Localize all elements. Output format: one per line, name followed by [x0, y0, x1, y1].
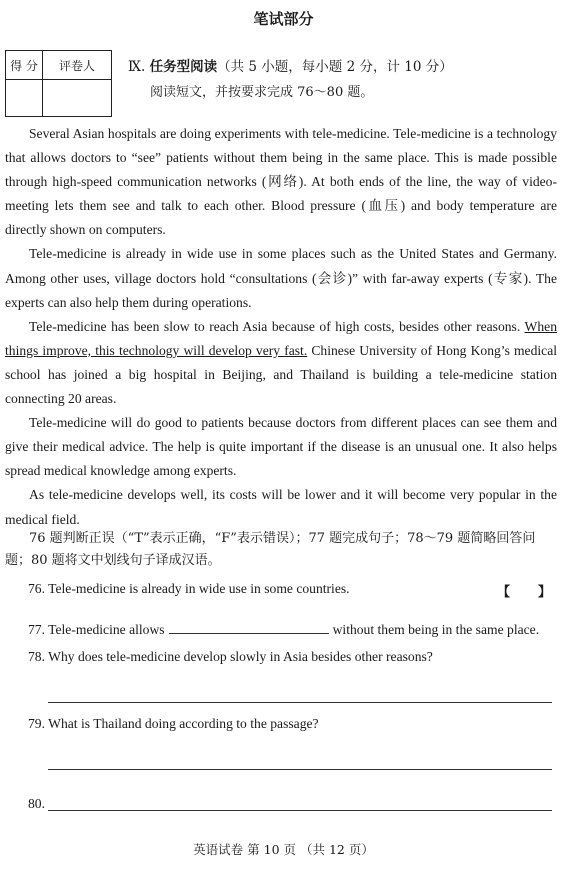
- passage-paragraph-4: Tele-medicine will do good to patients because doctors from different places can see them and give their medical advice. The help is quite important if the disease is an unusual one. It also helps spread medical knowledge among experts.: [5, 415, 557, 479]
- question-79: 79. What is Thailand doing according to the passage?: [28, 716, 319, 731]
- q77-answer-blank[interactable]: [169, 621, 329, 634]
- passage-paragraph-1: Several Asian hospitals are doing experiments with tele-medicine. Tele-medicine is a technology that allows doctors to “see” patients without them being in the same place. This is made possible through high-speed communication networks (网络). At both ends of the line, the way of video-meeting lets them see and talk to each other. Blood pressure (血压) and body temperature are directly shown on computers.: [5, 126, 557, 238]
- answer-bracket-open: 【: [497, 585, 511, 600]
- score-header: 得 分: [6, 51, 43, 80]
- passage-paragraph-5: As tele-medicine develops well, its costs will be lower and it will become very popular in the medical field.: [5, 487, 557, 527]
- task-heading: [128, 55, 453, 75]
- score-table: [5, 50, 112, 117]
- grader-header: 评卷人: [43, 51, 112, 80]
- underlined-sentence: When things improve, this technology will develop very fast.: [5, 318, 557, 358]
- question-80: 80.: [28, 796, 45, 811]
- q80-answer-line[interactable]: [48, 810, 552, 811]
- task-instruction: 阅读短文，并按要求完成 76～80 题。: [150, 85, 374, 100]
- q77-text-after: without them being in the same place.: [332, 622, 540, 637]
- passage-paragraph-2: Tele-medicine is already in wide use in some places such as the United States and Germany. Among other uses, village doctors hold “consultations (会诊)” with far-away experts (专家). The experts can also help them during operations.: [5, 246, 557, 310]
- question-76: 76. Tele-medicine is already in wide use in some countries.: [28, 581, 350, 596]
- question-78: 78. Why does tele-medicine develop slowly in Asia besides other reasons?: [28, 649, 433, 664]
- section-title: 笔试部分: [253, 10, 314, 28]
- task-points: （共 5 小题，每小题 2 分，计 10 分）: [217, 59, 453, 75]
- p3-text-after: Chinese University of Hong Kong’s medical school has joined a big hospital in Beijing, and Thailand is building a tele-medicine station connecting 20 areas.: [5, 342, 558, 407]
- task-name: 任务型阅读: [149, 59, 218, 75]
- score-cell[interactable]: [6, 80, 43, 117]
- q79-answer-line[interactable]: [48, 769, 552, 770]
- passage-paragraph-3: [5, 315, 557, 411]
- q77-text-before: 77. Tele-medicine allows: [28, 622, 165, 637]
- task-number: Ⅸ.: [128, 59, 146, 75]
- question-77: [28, 621, 539, 638]
- reading-passage: [5, 122, 557, 532]
- p3-text-before: Tele-medicine has been slow to reach Asia because of high costs, besides other reasons.: [29, 318, 525, 334]
- grader-cell[interactable]: [43, 80, 112, 117]
- answer-bracket-close: 】: [538, 585, 552, 600]
- q78-answer-line[interactable]: [48, 702, 552, 703]
- answer-requirements: 76 题判断正误（“T”表示正确，“F”表示错误）；77 题完成句子；78～79 题简略回答问题；80 题将文中划线句子译成汉语。: [5, 531, 536, 568]
- page-footer: 英语试卷 第 10 页 （共 12 页）: [193, 842, 374, 857]
